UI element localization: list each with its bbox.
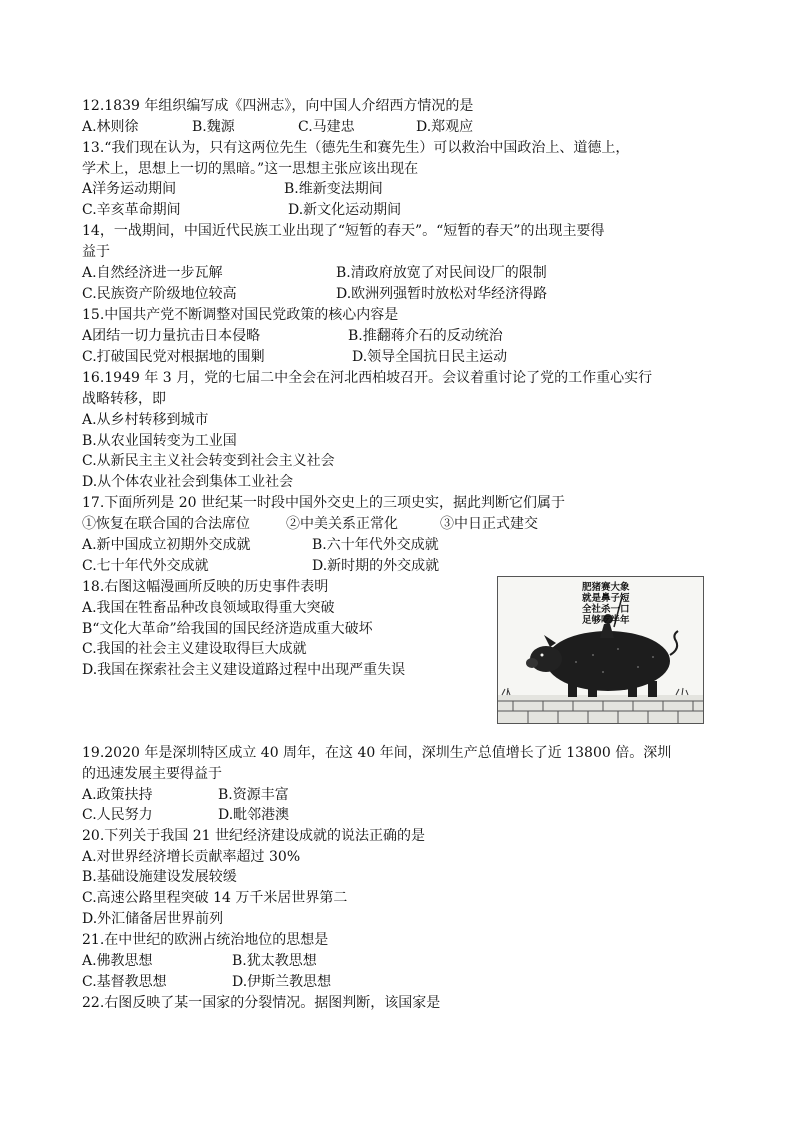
q20-option-d[interactable]: D.外汇储备居世界前列: [82, 911, 224, 927]
q18-option-a[interactable]: A.我国在牲畜品种改良领域取得重大突破: [82, 600, 335, 616]
q17-option-d[interactable]: D.新时期的外交成就: [312, 558, 440, 574]
q13-stem-line2: 学术上，思想上一切的黑暗。”这一思想主张应该出现在: [82, 161, 419, 177]
q20-option-a[interactable]: A.对世界经济增长贡献率超过 30%: [82, 849, 301, 865]
q13-option-b[interactable]: B.维新变法期间: [284, 181, 383, 197]
q18-cartoon: [497, 576, 704, 724]
q15-stem: 15.中国共产党不断调整对国民党政策的核心内容是: [82, 307, 399, 323]
q18-option-d[interactable]: D.我国在探索社会主义建设道路过程中出现严重失误: [82, 662, 406, 678]
q12-option-d[interactable]: D.郑观应: [416, 119, 474, 135]
q17-stem: 17.下面所列是 20 世纪某一时段中国外交史上的三项史实，据此判断它们属于: [82, 495, 565, 511]
q14-option-c[interactable]: C.民族资产阶级地位较高: [82, 286, 237, 302]
q14-stem-line2: 益于: [82, 244, 110, 260]
q14-option-d[interactable]: D.欧洲列强暂时放松对华经济得路: [336, 286, 548, 302]
q19-option-a[interactable]: A.政策扶持: [82, 787, 153, 803]
q21-option-c[interactable]: C.基督教思想: [82, 974, 167, 990]
q19-stem-line2: 的迅速发展主要得益于: [82, 766, 222, 782]
q19-option-b[interactable]: B.资源丰富: [218, 787, 289, 803]
q13-option-d[interactable]: D.新文化运动期间: [288, 202, 402, 218]
q15-option-a[interactable]: A团结一切力量抗击日本侵略: [82, 328, 261, 344]
q22-stem: 22.右图反映了某一国家的分裂情况。据图判断，该国家是: [82, 995, 441, 1011]
q17-fact-3: ③中日正式建交: [440, 516, 538, 532]
q15-option-d[interactable]: D.领导全国抗日民主运动: [352, 349, 508, 365]
q20-option-c[interactable]: C.高速公路里程突破 14 万千米居世界第二: [82, 890, 348, 906]
q16-option-a[interactable]: A.从乡村转移到城市: [82, 412, 209, 428]
q16-stem-line2: 战略转移，即: [82, 391, 166, 407]
cartoon-caption: [582, 582, 630, 626]
q13-option-a[interactable]: A洋务运动期间: [82, 181, 177, 197]
q17-option-c[interactable]: C.七十年代外交成就: [82, 558, 209, 574]
q17-option-a[interactable]: A.新中国成立初期外交成就: [82, 537, 251, 553]
q14-option-a[interactable]: A.自然经济进一步瓦解: [82, 265, 223, 281]
q16-option-d[interactable]: D.从个体农业社会到集体工业社会: [82, 474, 294, 490]
q16-stem-line1: 16.1949 年 3 月，党的七届二中全会在河北西柏坡召开。会议着重讨论了党的工作重心实行: [82, 370, 653, 386]
q17-fact-1: ①恢复在联合国的合法席位: [82, 516, 250, 532]
q15-option-c[interactable]: C.打破国民党对根据地的围剿: [82, 349, 265, 365]
q12-option-b[interactable]: B.魏源: [192, 119, 235, 135]
q19-stem-line1: 19.2020 年是深圳特区成立 40 周年，在这 40 年间，深圳生产总值增长了近 13800 倍。深圳: [82, 745, 672, 761]
q14-stem-line1: 14，一战期间，中国近代民族工业出现了“短暂的春天”。“短暂的春天”的出现主要得: [82, 223, 605, 239]
q13-option-c[interactable]: C.辛亥革命期间: [82, 202, 181, 218]
q21-stem: 21.在中世纪的欧洲占统治地位的思想是: [82, 932, 329, 948]
q13-stem-line1: 13.“我们现在认为，只有这两位先生（德先生和赛先生）可以救治中国政治上、道德上，: [82, 140, 630, 156]
q14-option-b[interactable]: B.清政府放宽了对民间设厂的限制: [336, 265, 547, 281]
cartoon-caption-line: 全社杀一口: [582, 604, 630, 615]
q16-option-b[interactable]: B.从农业国转变为工业国: [82, 433, 237, 449]
q16-option-c[interactable]: C.从新民主主义社会转变到社会主义社会: [82, 453, 335, 469]
q18-option-c[interactable]: C.我国的社会主义建设取得巨大成就: [82, 641, 307, 657]
q18-option-b[interactable]: B“文化大革命”给我国的国民经济造成重大破坏: [82, 621, 373, 637]
cartoon-caption-line: 足够吃半年: [582, 615, 630, 626]
q17-fact-2: ②中美关系正常化: [286, 516, 398, 532]
q18-stem: 18.右图这幅漫画所反映的历史事件表明: [82, 579, 329, 595]
q17-option-b[interactable]: B.六十年代外交成就: [312, 537, 439, 553]
q20-stem: 20.下列关于我国 21 世纪经济建设成就的说法正确的是: [82, 828, 425, 844]
q12-option-c[interactable]: C.马建忠: [298, 119, 355, 135]
q12-option-a[interactable]: A.林则徐: [82, 119, 139, 135]
cartoon-caption-line: 就是鼻子短: [582, 593, 630, 604]
q15-option-b[interactable]: B.推翻蒋介石的反动统治: [348, 328, 503, 344]
q12-stem: 12.1839 年组织编写成《四洲志》，向中国人介绍西方情况的是: [82, 98, 474, 114]
q19-option-c[interactable]: C.人民努力: [82, 807, 153, 823]
q21-option-d[interactable]: D.伊斯兰教思想: [232, 974, 332, 990]
q19-option-d[interactable]: D.毗邻港澳: [218, 807, 290, 823]
q21-option-a[interactable]: A.佛教思想: [82, 953, 153, 969]
cartoon-caption-line: 肥猪赛大象: [582, 582, 630, 593]
q21-option-b[interactable]: B.犹太教思想: [232, 953, 317, 969]
q20-option-b[interactable]: B.基础设施建设发展较缓: [82, 869, 237, 885]
